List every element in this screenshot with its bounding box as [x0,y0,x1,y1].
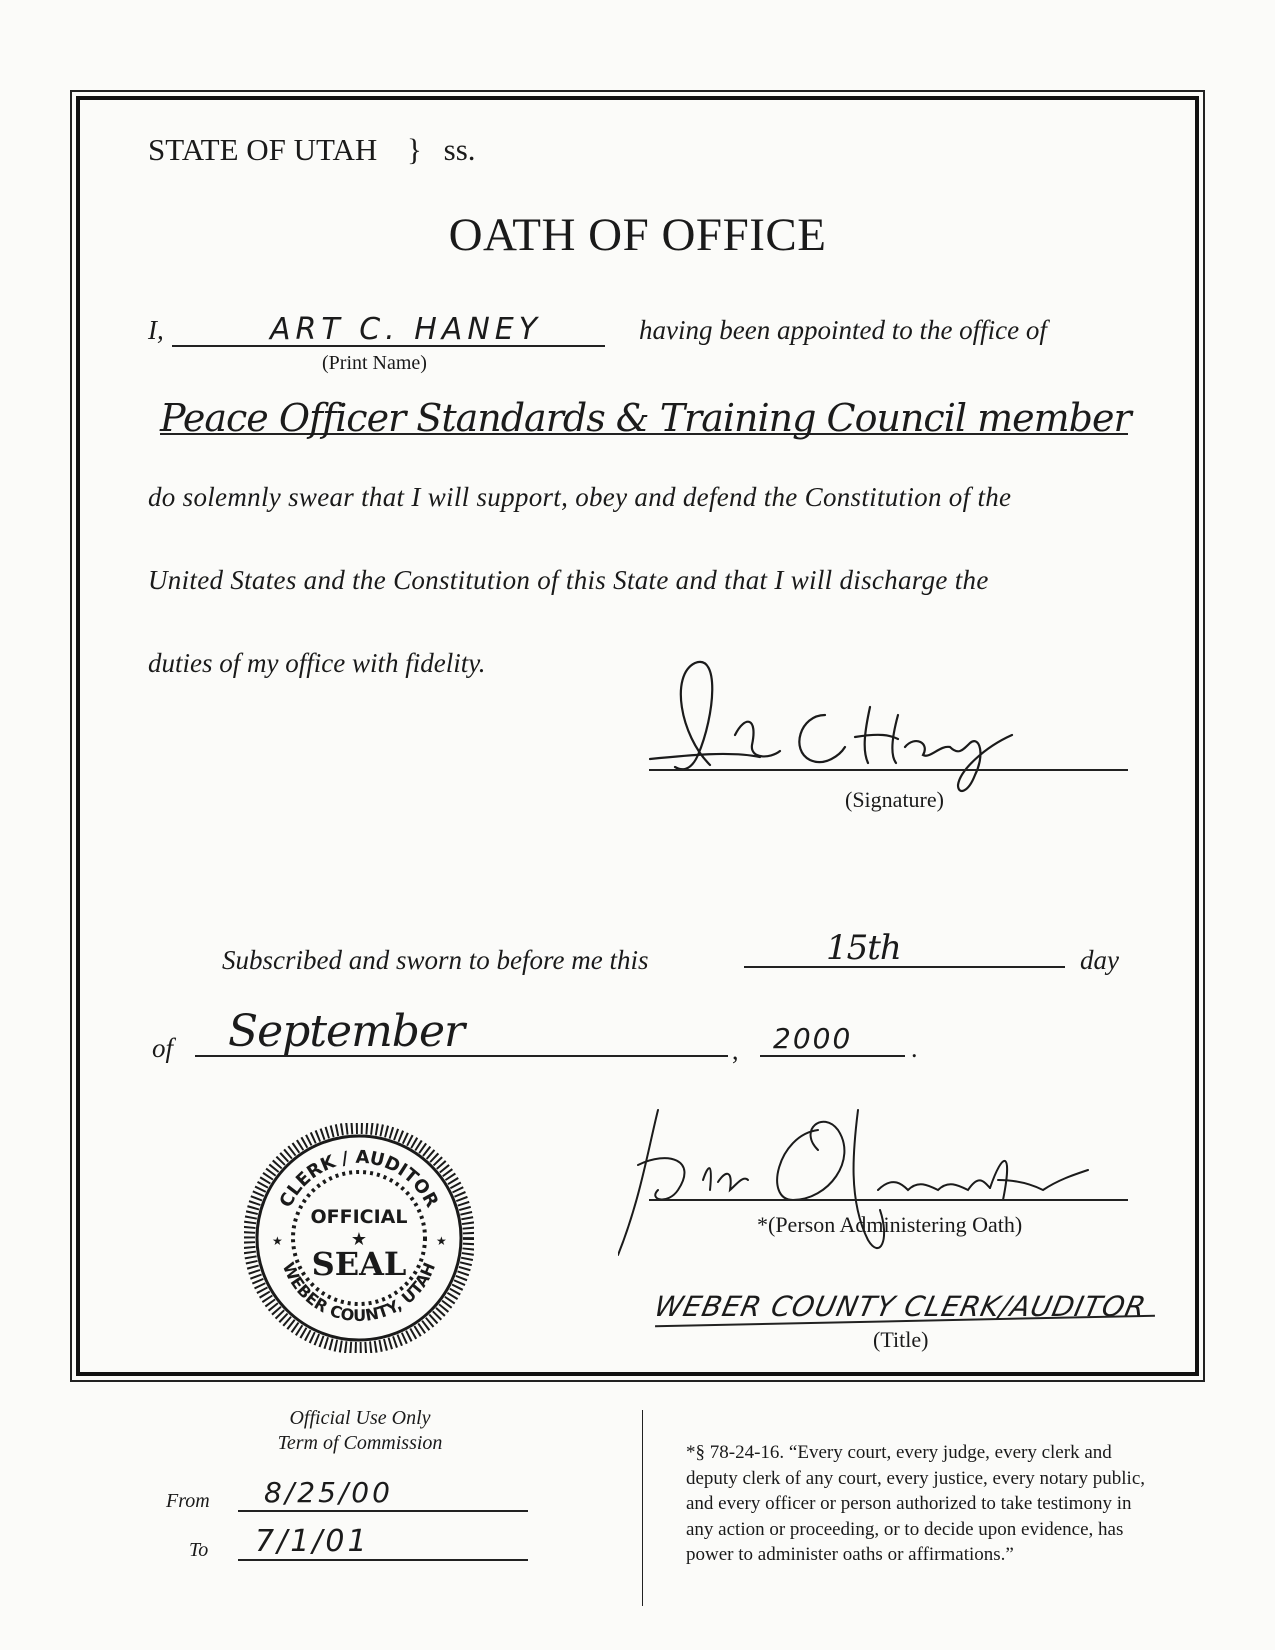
title-caption: (Title) [873,1327,929,1352]
footnote-line4: any action or proceeding, or to decide upon evidence, has [686,1518,1124,1540]
star-icon-right: ★ [436,1234,447,1248]
to-label: To [189,1539,209,1561]
print-name-value: ART C. HANEY [270,312,543,347]
signature-caption: (Signature) [845,787,944,812]
i-label: I, [148,315,164,345]
seal-bottom-text: WEBER COUNTY, UTAH [278,1259,440,1326]
day-line [744,966,1065,968]
statute-footnote [686,1440,1145,1568]
star-icon: ★ [350,1229,368,1250]
signature-line [649,769,1128,771]
day-value: 15th [826,928,901,968]
month-value: September [228,1006,465,1057]
oath-body-line3: duties of my office with fidelity. [148,648,486,678]
footnote-line3: and every officer or person authorized to take testimony in [686,1493,1132,1514]
term-heading: Term of Commission [277,1432,443,1454]
date-period: . [911,1034,918,1063]
year-value: 2000 [773,1022,853,1055]
state-name: STATE OF UTAH [148,132,378,167]
official-use-heading: Official Use Only [289,1407,431,1429]
to-line [238,1559,528,1561]
seal-line1: OFFICIAL [310,1206,408,1228]
footnote-line5: power to administer oaths or affirmations.” [686,1544,1014,1565]
oath-body-line2: United States and the Constitution of this State and that I will discharge the [148,565,989,595]
from-label: From [166,1490,210,1512]
year-line [760,1055,905,1057]
svg-text:CLERK / AUDITOR [276,1147,443,1211]
brace: } [407,132,422,167]
ss-label: ss. [443,132,476,167]
administrator-line [649,1199,1128,1201]
state-heading [148,132,476,168]
sworn-text: Subscribed and sworn to before me this [222,945,649,975]
seal-top-text: CLERK / AUDITOR [275,1146,443,1211]
footer-divider [642,1410,643,1606]
date-comma: , [732,1036,739,1065]
office-value: Peace Officer Standards & Training Council member [160,396,1131,440]
footnote-line2: deputy clerk of any court, every justice, every notary public, [686,1467,1145,1489]
to-value: 7/1/01 [255,1524,370,1559]
of-label: of [152,1033,174,1063]
from-value: 8/25/00 [264,1476,393,1509]
print-name-caption: (Print Name) [322,352,427,374]
day-label: day [1080,945,1119,975]
page-title: OATH OF OFFICE [448,209,827,261]
oath-body-line1: do solemnly swear that I will support, obey and defend the Constitution of the [148,482,1012,512]
official-seal [244,1123,474,1353]
seal-line2: SEAL [311,1245,407,1283]
administrator-title-value: WEBER COUNTY CLERK/AUDITOR [651,1290,1150,1323]
administrator-caption: *(Person Administering Oath) [757,1212,1023,1237]
footnote-line1: *§ 78-24-16. “Every court, every judge, every clerk and [686,1442,1112,1463]
from-line [238,1510,528,1512]
signature-image [640,655,1020,805]
star-icon-left: ★ [272,1234,283,1248]
appointed-text: having been appointed to the office of [639,315,1047,345]
